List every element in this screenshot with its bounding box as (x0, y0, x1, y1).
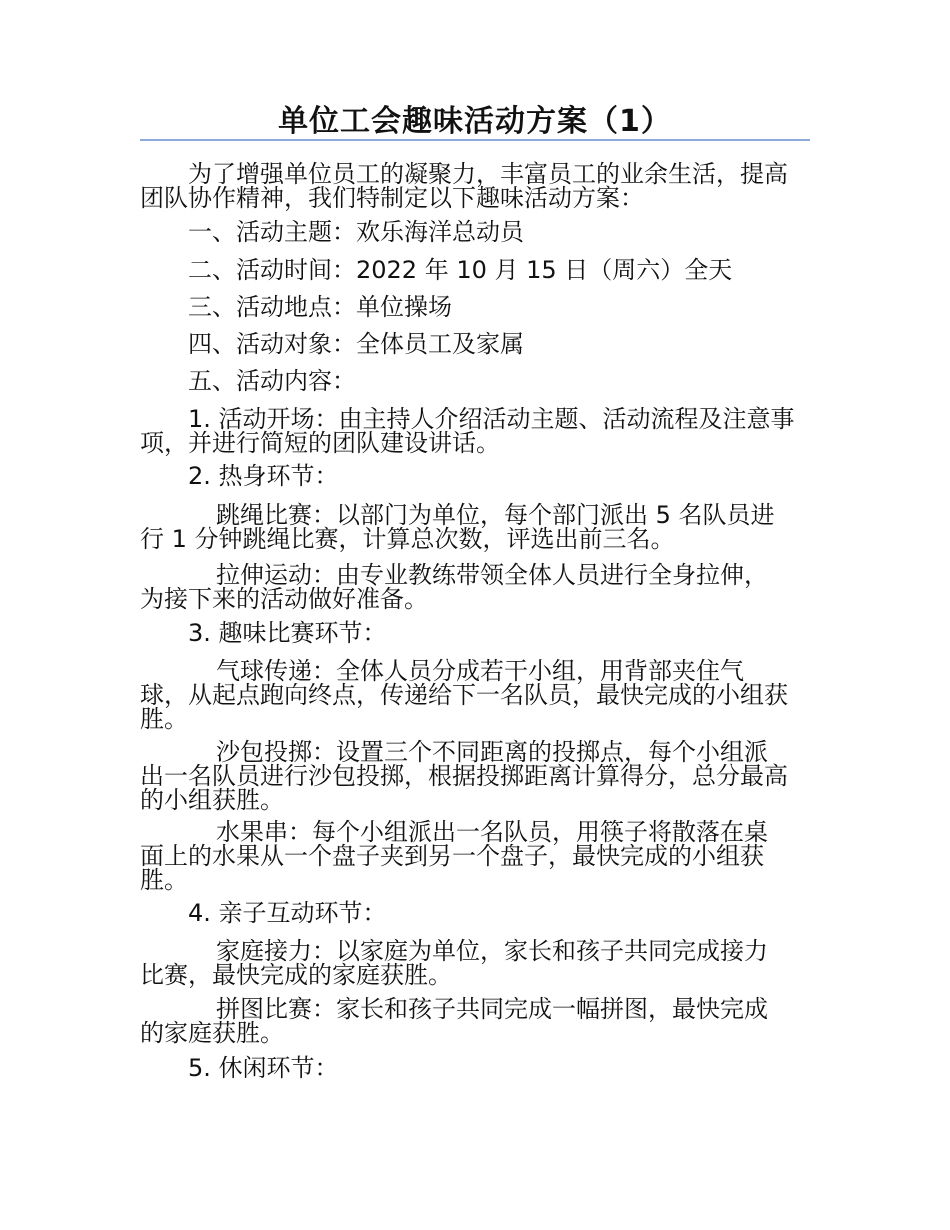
sandbag-line-2: 出一名队员进行沙包投掷，根据投掷距离计算得分，总分最高 (140, 762, 788, 790)
jump-rope-paragraph (140, 503, 810, 551)
warmup-heading-text: 2. 热身环节： (188, 462, 339, 490)
balloon-paragraph (140, 659, 810, 731)
item-content (140, 369, 810, 393)
jump-rope-line-2: 行 1 分钟跳绳比赛，计算总次数，评选出前三名。 (140, 525, 675, 553)
stretch-paragraph (140, 563, 810, 611)
item-location-text: 三、活动地点：单位操场 (188, 293, 452, 321)
family-heading-text: 4. 亲子互动环节： (188, 899, 387, 927)
opening-line-2: 项，并进行简短的团队建设讲话。 (140, 429, 500, 457)
puzzle-line-2: 的家庭获胜。 (140, 1019, 284, 1047)
puzzle-paragraph (140, 997, 810, 1045)
relay-line-1: 家庭接力：以家庭为单位，家长和孩子共同完成接力 (216, 937, 768, 965)
title-underline (140, 139, 810, 141)
intro-line-2: 团队协作精神，我们特制定以下趣味活动方案： (140, 184, 644, 212)
relay-paragraph (140, 939, 810, 987)
opening-paragraph (140, 407, 810, 455)
leisure-heading-text: 5. 休闲环节： (188, 1054, 339, 1082)
relay-line-2: 比赛，最快完成的家庭获胜。 (140, 961, 452, 989)
item-audience-text: 四、活动对象：全体员工及家属 (188, 330, 524, 358)
fun-heading-text: 3. 趣味比赛环节： (188, 619, 387, 647)
fruit-line-3: 胜。 (140, 866, 188, 894)
balloon-line-1: 气球传递：全体人员分成若干小组，用背部夹住气 (216, 657, 744, 685)
sandbag-line-3: 的小组获胜。 (140, 786, 284, 814)
puzzle-line-1: 拼图比赛：家长和孩子共同完成一幅拼图，最快完成 (216, 995, 768, 1023)
item-time (140, 258, 810, 282)
item-audience (140, 332, 810, 356)
stretch-line-1: 拉伸运动：由专业教练带领全体人员进行全身拉伸， (216, 561, 768, 589)
intro-line-1: 为了增强单位员工的凝聚力，丰富员工的业余生活，提高 (188, 160, 788, 188)
warmup-heading (140, 464, 810, 488)
item-location (140, 295, 810, 319)
fruit-line-2: 面上的水果从一个盘子夹到另一个盘子，最快完成的小组获 (140, 842, 764, 870)
leisure-heading (140, 1056, 810, 1080)
sandbag-paragraph (140, 740, 810, 812)
item-content-text: 五、活动内容： (188, 367, 356, 395)
fun-heading (140, 621, 810, 645)
fruit-line-1: 水果串：每个小组派出一名队员，用筷子将散落在桌 (216, 818, 768, 846)
document-title: 单位工会趣味活动方案（1） (278, 104, 672, 139)
opening-line-1: 1. 活动开场：由主持人介绍活动主题、活动流程及注意事 (188, 405, 795, 433)
fruit-paragraph (140, 820, 810, 892)
family-heading (140, 901, 810, 925)
item-theme (140, 220, 810, 244)
balloon-line-3: 胜。 (140, 705, 188, 733)
item-theme-text: 一、活动主题：欢乐海洋总动员 (188, 218, 524, 246)
sandbag-line-1: 沙包投掷：设置三个不同距离的投掷点，每个小组派 (216, 738, 768, 766)
jump-rope-line-1: 跳绳比赛：以部门为单位，每个部门派出 5 名队员进 (216, 501, 775, 529)
stretch-line-2: 为接下来的活动做好准备。 (140, 585, 428, 613)
balloon-line-2: 球，从起点跑向终点，传递给下一名队员，最快完成的小组获 (140, 681, 788, 709)
intro-paragraph (140, 162, 810, 210)
item-time-text: 二、活动时间：2022 年 10 月 15 日（周六）全天 (188, 256, 733, 284)
